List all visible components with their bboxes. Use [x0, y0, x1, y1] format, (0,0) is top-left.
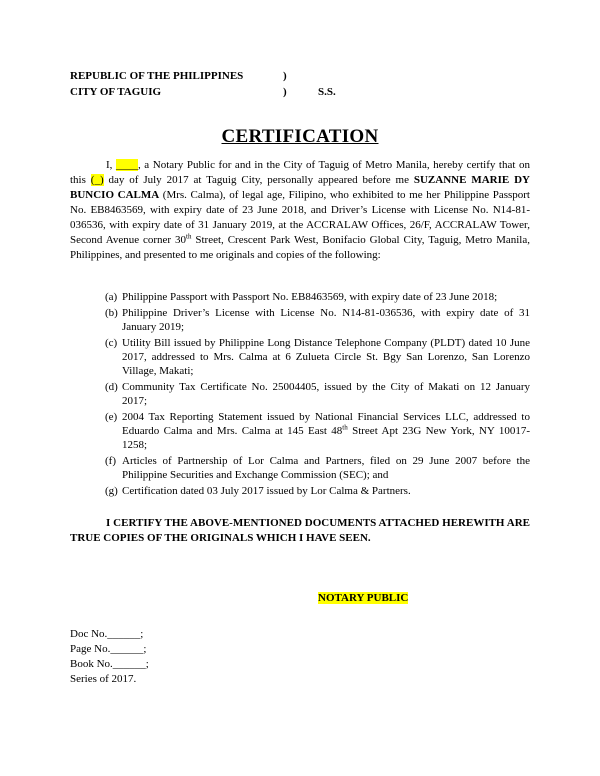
item-text: Certification dated 03 July 2017 issued by Lor Calma & Partners. — [122, 485, 411, 497]
item-label: (f) — [105, 455, 116, 467]
item-text: 2004 Tax Reporting Statement issued by National Financial Services LLC, addressed to Eduardo Calma and Mrs. Calma at 145 East 48 — [122, 411, 530, 437]
body-text-2: day of July 2017 at Taguig City, personally appeared before me — [103, 174, 414, 186]
notary-public-text: NOTARY PUBLIC — [318, 592, 409, 604]
caption-paren-1: ) — [283, 70, 287, 82]
list-item — [105, 484, 530, 498]
caption-republic: REPUBLIC OF THE PHILIPPINES — [70, 70, 244, 82]
caption-city: CITY OF TAGUIG — [70, 86, 162, 98]
document-title: CERTIFICATION — [221, 126, 379, 147]
day-blank: (_) — [90, 174, 104, 186]
document-list — [105, 290, 530, 500]
item-text: Philippine Passport with Passport No. EB8463569, with expiry date of 23 June 2018; — [122, 291, 498, 303]
body-text-i: I, — [106, 159, 116, 171]
body-text-3: (Mrs. Calma), of legal age, Filipino, who exhibited to me her Philippine Passport No. EB8463569, with expiry date of 23 June 2018, and Driver’s License with License No. N14-81-036536, with expiry date of 31 January 2019, at the ACCRALAW Offices, 26/F, ACCRALAW Tower, Second Avenue corner 30 — [70, 189, 530, 246]
item-label: (e) — [105, 411, 118, 423]
series: Series of 2017. — [70, 673, 137, 685]
item-text: Community Tax Certificate No. 25004405, issued by the City of Makati on 12 January 2017; — [122, 381, 530, 407]
body-sup: th — [186, 232, 192, 241]
body-paragraph — [70, 158, 530, 263]
book-no: Book No.______; — [70, 658, 149, 670]
list-item — [105, 410, 530, 452]
body-text-1: , a Notary Public for and in the City of Taguig of Metro Manila, hereby certify that on this — [70, 159, 530, 186]
page-no: Page No.______; — [70, 643, 147, 655]
list-item — [105, 336, 530, 378]
caption-paren-2: ) — [283, 86, 287, 98]
notary-public-label — [318, 592, 408, 604]
notary-name-blank: ____ — [115, 159, 138, 171]
list-item — [105, 380, 530, 408]
list-item — [105, 306, 530, 334]
item-text: Philippine Driver’s License with License No. N14-81-036536, with expiry date of 31 January 2019; — [122, 307, 530, 333]
item-label: (a) — [105, 291, 118, 303]
body-text-4: Street, Crescent Park West, Bonifacio Global City, Taguig, Metro Manila, Philippines, and presented to me originals and copies of the following: — [70, 234, 530, 261]
item-label: (d) — [105, 381, 118, 393]
list-item — [105, 454, 530, 482]
item-label: (g) — [105, 485, 118, 497]
affiant-name: SUZANNE MARIE DY BUNCIO CALMA — [70, 174, 531, 201]
caption-ss: S.S. — [318, 86, 336, 98]
certify-statement: I CERTIFY THE ABOVE-MENTIONED DOCUMENTS ATTACHED HEREWITH ARE TRUE COPIES OF THE ORIGINALS WHICH I HAVE SEEN. — [70, 517, 530, 544]
item-label: (c) — [105, 337, 118, 349]
list-item — [105, 290, 530, 304]
item-text-cont: Street Apt 23G New York, NY 10017-1258; — [122, 425, 530, 451]
item-sup: th — [342, 423, 348, 432]
doc-no: Doc No.______; — [70, 628, 144, 640]
item-text: Articles of Partnership of Lor Calma and Partners, filed on 29 June 2007 before the Philippine Securities and Exchange Commission (SEC); and — [122, 455, 530, 481]
item-text: Utility Bill issued by Philippine Long Distance Telephone Company (PLDT) dated 10 June 2017, addressed to Mrs. Calma at 6 Zulueta Circle St. Bgy San Lorenzo, San Lorenzo Village, Makati; — [122, 337, 530, 377]
item-label: (b) — [105, 307, 118, 319]
